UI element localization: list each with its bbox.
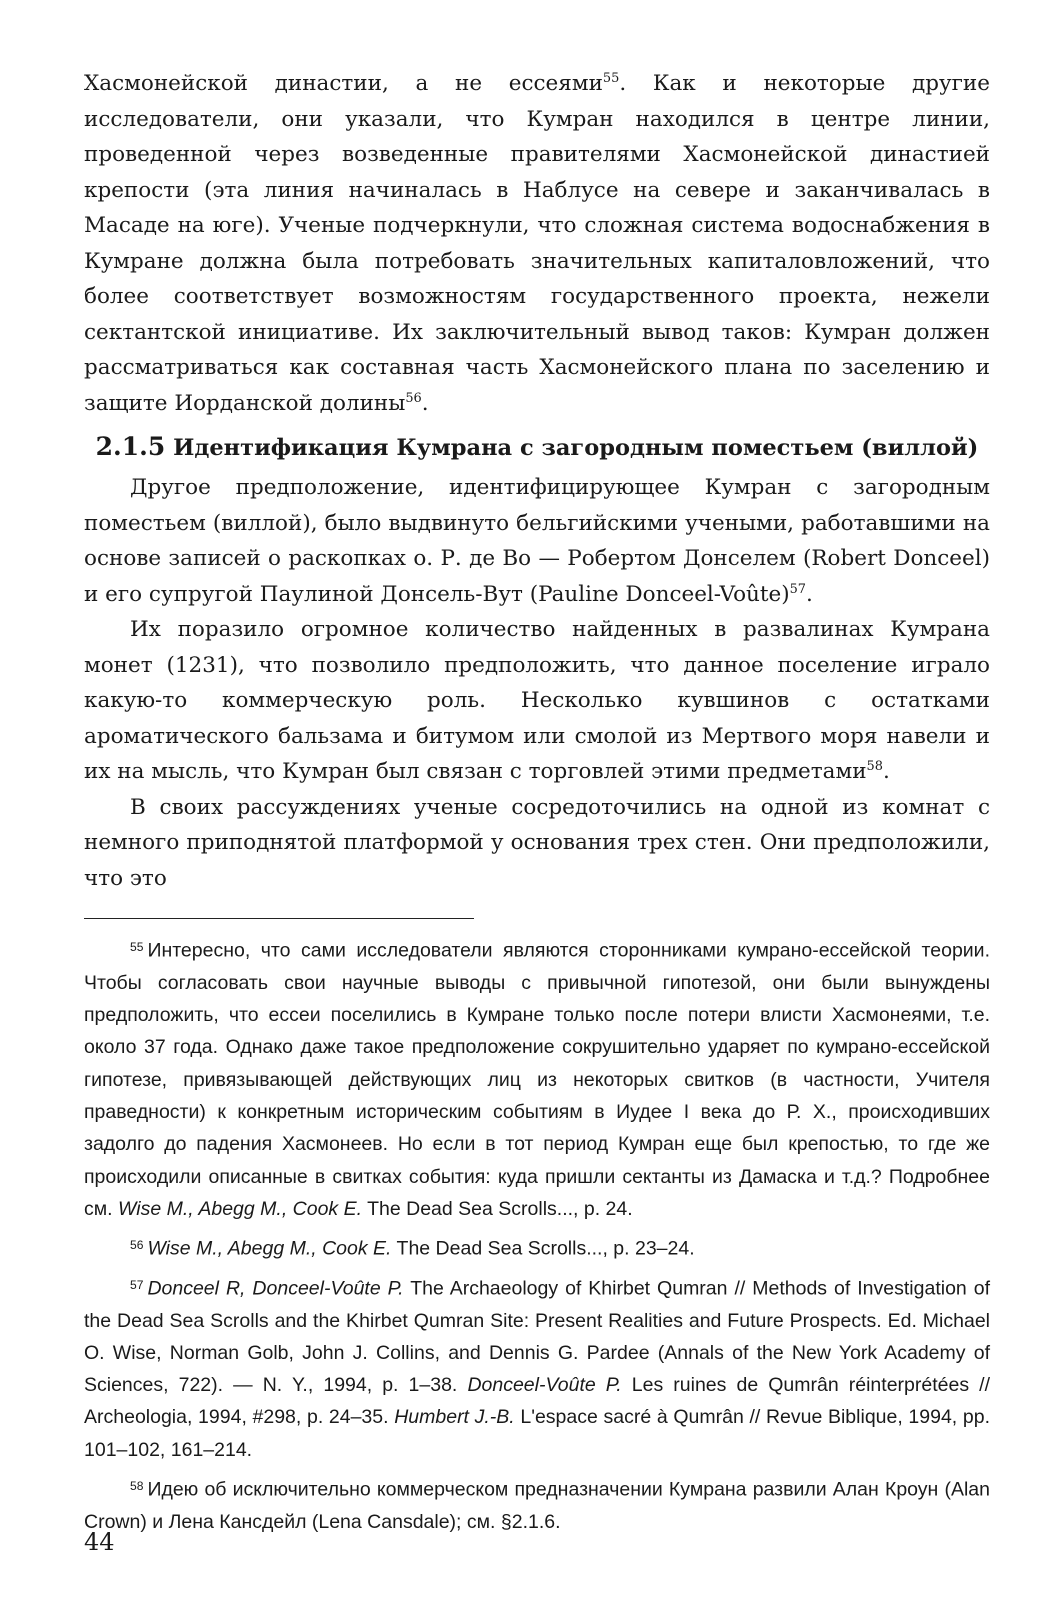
footnote-57 <box>84 1269 990 1466</box>
footnote-text: Интересно, что сами исследователи являются сторонниками кумрано-ессейской теории. Чтобы согласовать свои научные выводы с привычной гипотезой, они были вынуждены предположить, что ессеи поселились в Кумране только после потери влисти Хасмонеями, т.е. около 37 года. Однако даже такое предположение сокрушительно ударяет по кумрано-ессейской гипотезе, привязывающей действующих лиц из некоторых свитков (в частности, Учителя праведности) к конкретным историческим событиям в Иудее I века до Р. Х., происходивших задолго до падения Хасмонеев. Но если в тот период Кумран еще был крепостью, то где же происходили описанные в свитках события: куда пришли сектанты из Дамаска и т.д.? Подробнее см. <box>84 939 990 1220</box>
footnote-ref-58[interactable]: 58 <box>866 758 883 774</box>
section-title: Идентификация Кумрана с загородным поместьем (виллой) <box>173 435 979 461</box>
page-number: 44 <box>84 1528 115 1556</box>
section-heading <box>84 429 990 466</box>
footnote-ref-56[interactable]: 56 <box>405 390 422 406</box>
paragraph-text: . <box>882 759 890 784</box>
footnote-number: 57 <box>130 1277 144 1292</box>
page-content <box>84 66 990 1542</box>
paragraph-text: . <box>421 390 429 416</box>
footnote-ref-55[interactable]: 55 <box>602 70 620 86</box>
paragraph <box>84 470 990 612</box>
paragraph-text: В своих рассуждениях ученые сосредоточились на одной из комнат с немного приподнятой платформой у основания трех стен. Они предположили, что это <box>84 794 990 891</box>
footnote-reference: The Archaeology of Khirbet Qumran // Methods of Investigation of the Dead Sea Scrolls and the Khirbet Qumran Site: Present Realities and Future Prospects. Ed. Michael O. Wise, Norman Golb, John J. Collins, and Dennis G. Pardee (Annals of the New York Academy of Sciences, 722). — N. Y., 1994, p. 1–38. <box>84 1277 990 1397</box>
section-number: 2.1.5 <box>95 432 166 461</box>
footnote-text: Идею об исключительно коммерческом предназначении Кумрана развили Алан Кроун (Alan Crown) и Лена Кансдейл (Lena Cansdale); см. §2.1.6. <box>84 1478 990 1533</box>
footnote-divider <box>84 918 474 919</box>
footnote-number: 58 <box>130 1479 144 1494</box>
paragraph-text: Их поразило огромное количество найденных в развалинах Кумрана монет (1231), что позволило предположить, что данное поселение играло какую-то коммерческую роль. Несколько кувшинов с остатками ароматического бальзама и битумом или смолой из Мертвого моря навели и их на мысль, что Кумран был связан с торговлей этими предметами <box>84 617 990 784</box>
footnote-author: Donceel R, Donceel-Voûte P. <box>147 1277 404 1300</box>
footnote-author: Wise M., Abegg M., Cook E. <box>147 1237 392 1260</box>
footnote-55 <box>84 931 990 1225</box>
paragraph-text: . <box>806 581 813 607</box>
paragraph <box>84 612 990 790</box>
footnote-author: Humbert J.-B. <box>394 1406 515 1429</box>
footnote-reference: Les ruines de Qumrân réinterprétées // Archeologia, 1994, #298, p. 24–35. <box>84 1374 990 1429</box>
footnote-number: 55 <box>130 940 144 954</box>
footnote-reference: The Dead Sea Scrolls..., p. 24. <box>362 1197 633 1220</box>
footnote-author: Wise M., Abegg M., Cook E. <box>118 1197 363 1220</box>
paragraph <box>84 790 990 897</box>
paragraph-text: . Как и некоторые другие исследователи, они указали, что Кумран находился в центре линии, проведенной через возведенные правителями Хасмонейской династией крепости (эта линия начиналась в Наблусе на севере и заканчивалась в Масаде на юге). Ученые подчеркнули, что сложная система водоснабжения в Кумране должна была потребовать значительных капиталовложений, что более соответствует возможностям государственного проекта, нежели сектантской инициативе. Их заключительный вывод таков: Кумран должен рассматриваться как составная часть Хасмонейского плана по заселению и защите Иорданской долины <box>84 71 990 416</box>
footnote-number: 56 <box>130 1238 144 1253</box>
footnote-ref-57[interactable]: 57 <box>789 581 807 597</box>
footnote-reference: The Dead Sea Scrolls..., p. 23–24. <box>391 1237 695 1260</box>
paragraph-continuation <box>84 66 990 421</box>
paragraph-text: Другое предположение, идентифицирующее Кумран с загородным поместьем (виллой), было выдвинуто бельгийскими учеными, работавшими на основе записей о раскопках о. Р. де Во — Робертом Донселем (Robert Donceel) и его супругой Паулиной Донсель-Вут (Pauline Donceel-Voûte) <box>84 475 990 607</box>
paragraph-text: Хасмонейской династии, а не ессеями <box>84 71 603 96</box>
footnote-58 <box>84 1470 990 1538</box>
footnote-author: Donceel-Voûte P. <box>467 1374 622 1397</box>
footnote-56 <box>84 1229 990 1265</box>
footnote-reference: L'espace sacré à Qumrân // Revue Biblique, 1994, pp. 101–102, 161–214. <box>84 1406 990 1461</box>
